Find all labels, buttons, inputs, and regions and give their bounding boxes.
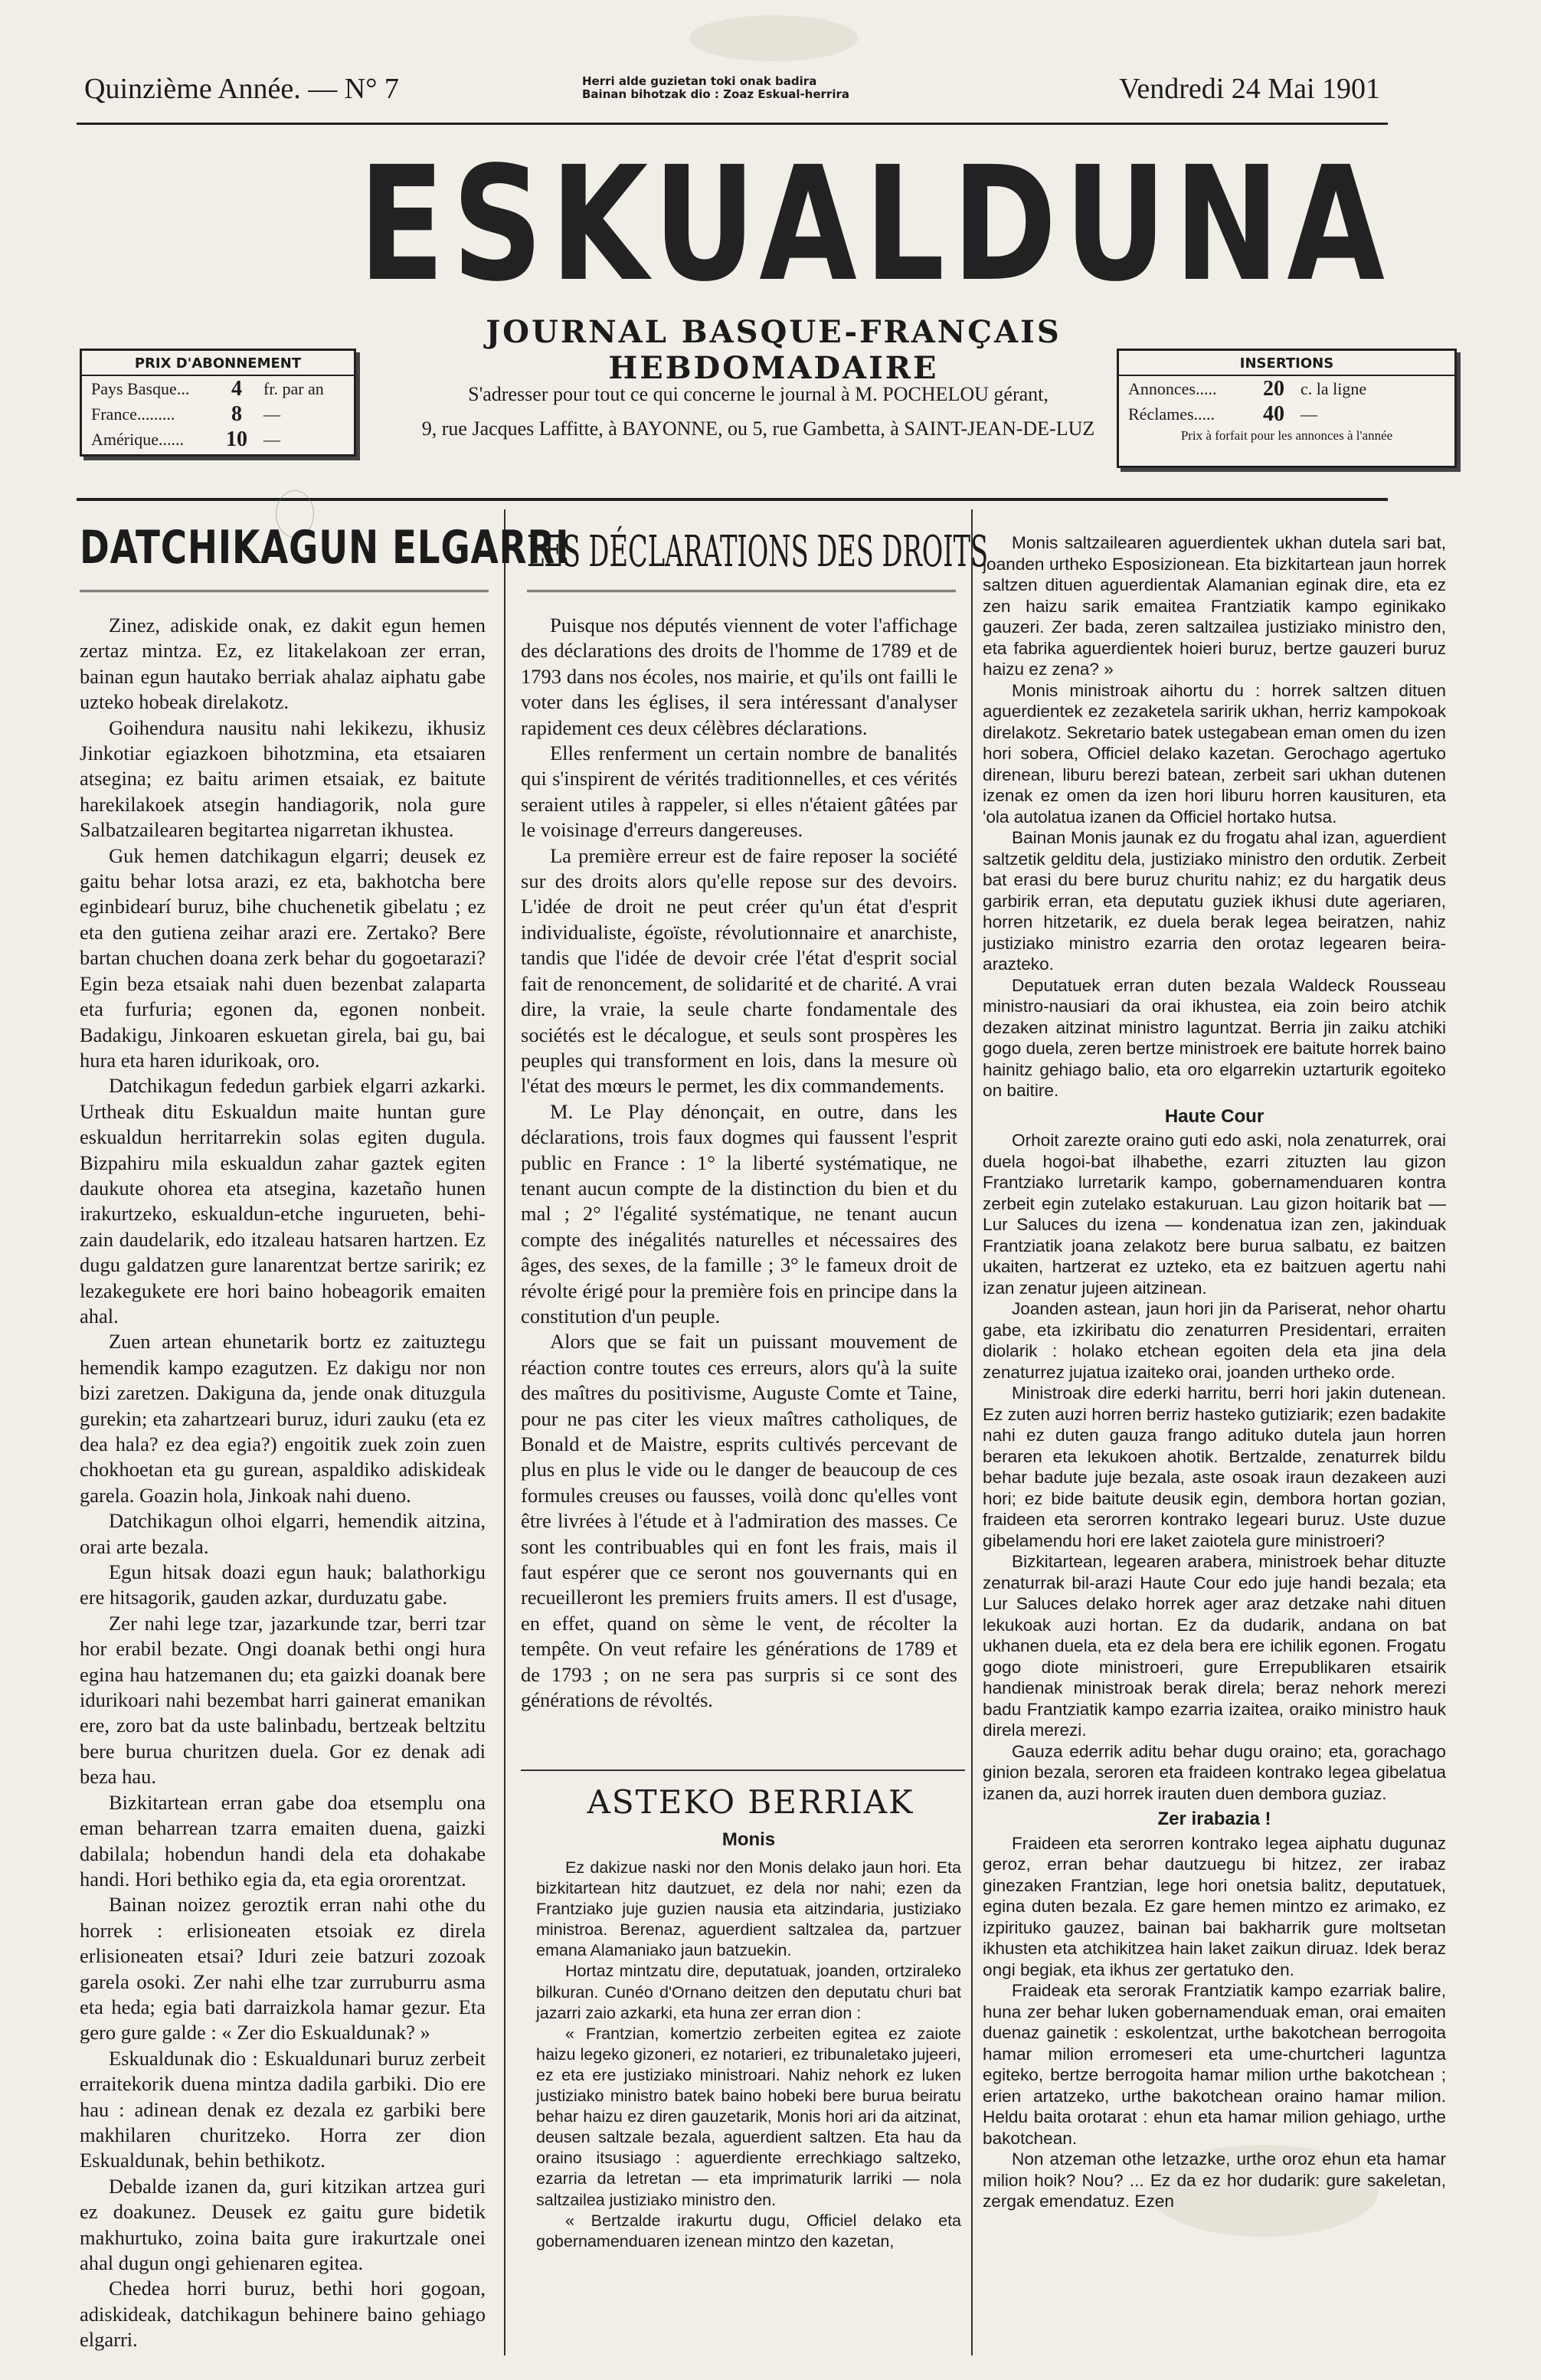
header-rule	[77, 123, 1388, 125]
paragraph: Joanden astean, jaun hori jin da Pariserat, nehor ohartu gabe, eta izkiribatu dio zenaturren Presidentari, erraiten diolarik : holako etchean egoiten dela eta jina dela zenaturrez jujatua izaiteko orai, joanden urtheko orde.	[983, 1299, 1446, 1382]
paragraph: « Frantzian, komertzio zerbeiten egitea ez zaiote haizu legeko gizoneri, ez notarieri, ez tribunaletako jujeeri, ez eta ere justiziako ministroari. Nahiz nehork ez luken justiziako ministro batek baino hobeki bere burua beiratu behar haizu ez diren gauzetarik, Monis hori ari da aitzinat, deusen saltzale bezala, aguerdient saltzen. Eta hau da oraino itsusiago : aguerdiente errechkiago saltzeko, ezarria da letretan — eta imprimaturik larriki — nola saltzailea justiziako ministro den.	[536, 2024, 961, 2209]
insertions-row	[1119, 376, 1454, 401]
paragraph: Monis ministroak aihortu du : horrek saltzen dituen aguerdientek ez zezaketela saririk ukhan, herriz kampokoak direlakotz. Sekretario batek ustegabean eman omen du izen hori sobera, Officiel delako kazetan. Gerochago agertuko direnean, liburu berezi batean, zerbeit sari ukhan dutenen izenak ez omen da izen hori liburu horren kausituren, eta 'ola autolatua izanen da Officiel hortako hutsa.	[983, 680, 1446, 827]
paragraph: Zinez, adiskide onak, ez dakit egun hemen zertaz mintza. Ez, ez litakelakoan zer erran, bainan egun hautako berriak ahalaz aiphatu gabe uzteko hobeak direlakotz.	[80, 614, 486, 714]
header-bar	[84, 72, 1380, 118]
insertions-title: INSERTIONS	[1119, 351, 1454, 376]
subhead-haute-cour: Haute Cour	[1164, 1105, 1265, 1127]
article-asteko-berriak	[536, 1858, 961, 2252]
paragraph: Bainan Monis jaunak ez du frogatu ahal izan, aguerdient saltzetik gelditu dela, justiziako ministro den ordutik. Zerbeit bat erasi du bere buruz churitu nahiz; ez du hargatik deus garbirik erran, eta deputatu guziek ikhusi dute ageriaren, horren hitzetarik, ez duela berak legea beiratzen, nahiz justiziako ministro ezarria den orotaz legearen beira-arazteko.	[983, 828, 1446, 974]
motto	[582, 75, 849, 101]
paragraph: Eskualdunak dio : Eskualdunari buruz zerbeit erraitekorik duena mintza dadila garbiki. Dio ere hau : adinean denak ez dezala ez garbiki bere makhilaren churitzeko. Horra zer dion Eskualdunak, behin bethikotz.	[80, 2046, 486, 2172]
paragraph: Fraideak eta serorak Frantziatik kampo ezarriak balire, huna zer behar luken gobernamenduak eman, orai emaiten duenaz gainetik : eskolentzat, urthe bakotchean berrogoita hamar milion erromeseri eta ume-churtcheri laguntza egiteko, bertze berrogoita hamar milion urthe bakotchean ; erien artatzeko, urthe bakotchean oraino hamar milion. Heldu baita orotarat : ehun eta hamar milion gehiago, urthe bakotchean.	[983, 1981, 1446, 2148]
paragraph: Elles renferment un certain nombre de banalités qui s'inspirent de vérités traditionnelles, et ces vérités seraient utiles à rappeler, si elles n'étaient gâtées par le voisinage d'erreurs dangereuses.	[521, 741, 957, 842]
article-declarations	[521, 613, 957, 1713]
subscription-row	[82, 401, 354, 427]
column-rule	[504, 509, 505, 2355]
section-rule	[521, 1769, 965, 1771]
paragraph: Datchikagun fededun garbiek elgarri azkarki. Urtheak ditu Eskualdun maite huntan gure eskualdun herritarrekin solas egiten dugula. Bizpahiru mila eskualdun zahar gaztek egiten daukute ohorea eta atsegina, kazetaño hunen irakurtzeko, eskualdun-etche ingurueten, behi-zain daudelarik, edo itzaleau hatsaren hartzen. Ez dugu galdatzen gure lanarentzat bertze saririk; ez lezakegukete ere hori baino hobeagorik emaiten ahal.	[80, 1074, 486, 1327]
issue-number: Quinzième Année. — N° 7	[84, 73, 399, 105]
motto-line-1: Herri alde guzietan toki onak badira	[582, 74, 817, 88]
subhead-zer-irabazia: Zer irabazia !	[1157, 1809, 1271, 1829]
subhead-monis: Monis	[721, 1829, 776, 1850]
subscription-price: 4	[231, 377, 242, 401]
paragraph: Alors que se fait un puissant mouvement de réaction contre toutes ces erreurs, alors qu'à la suite des maîtres du positivisme, Auguste Comte et Taine, pour ne pas citer les vieux maîtres catholiques, de Bonald et de Maistre, esprits cultivés percevant de plus en plus le vide ou le danger de beaucoup de ces formules creuses ou fausses, voilà donc qu'elles vont être livrées à l'étude et à l'admiration des masses. Ce sont les contribuables qui en font les frais, mais il faut espérer que ce seront nos gouvernants qui en recueilleront les premiers fruits amers. Il est d'usage, en effet, quand on sème le vent, de récolter la tempête. On veut refaire les générations de 1789 et de 1793 ; on ne sera pas surpris si ce sont des générations de révoltés.	[521, 1330, 957, 1712]
issue-date: Vendredi 24 Mai 1901	[1119, 73, 1380, 105]
paragraph: Hortaz mintzatu dire, deputatuak, joanden, ortziraleko bilkuran. Cunéo d'Ornano deitzen den deputatu churi bat jazarri zaio azkarki, eta huna zer erran dion :	[536, 1962, 961, 2022]
subscription-unit: —	[263, 430, 280, 449]
paragraph: Guk hemen datchikagun elgarri; deusek ez gaitu behar lotsa arazi, ez eta, bakhotcha bere eginbidearí buruz, bihe chuchenetik gibelatu ; ez eta den gutiena zeihar arazi ere. Zertako? Bere bartan chuchen doana zerk behar du gogoetarazi? Egin beza etsaiak nahi duen bezenbat zalaparta eta furfuria; egonen da, egonen nonbeit. Badakigu, Jinkoaren eskuetan girela, bai gu, bai hura eta haren idurikoak, oro.	[80, 843, 486, 1072]
insertions-price: 40	[1263, 402, 1284, 426]
subscription-label: Amérique......	[91, 430, 184, 449]
masthead-bottom-rule	[77, 498, 1388, 501]
paragraph: Non atzeman othe letzazke, urthe oroz ehun eta hamar milion hoik? Nou? ... Ez da ez hor dudarik: gure sakeletan, zergak emendatuz. Ezen	[983, 2149, 1446, 2211]
insertions-box	[1117, 349, 1457, 468]
paragraph: Puisque nos députés viennent de voter l'affichage des déclarations des droits de l'homme de 1789 et de 1793 dans nos écoles, nos mairie, et qu'ils ont failli le voter dans les églises, il sera intéressant d'analyser rapidement ces deux célèbres déclarations.	[521, 614, 957, 739]
paragraph: Egun hitsak doazi egun hauk; balathorkigu ere hitsagorik, gauden azkar, durduzatu gabe.	[80, 1560, 486, 1609]
paragraph: « Bertzalde irakurtu dugu, Officiel delako eta gobernamenduaren izenean mintzo den kazetan,	[536, 2211, 961, 2251]
paragraph: Zer nahi lege tzar, jazarkunde tzar, berri tzar hor erabil bezate. Ongi doanak bethi ongi hura egina hau hatzemanen du; eta gaizki doanak bere idurikoari nahi bezembat harri gainerat emanikan ere, zoro bat da uste balinbadu, bertzeak beltzitu bere burua churitzen duela. Gor ez denak adi beza hau.	[80, 1611, 486, 1789]
insertions-note: Prix à forfait pour les annonces à l'année	[1180, 428, 1393, 443]
paragraph: Bainan noizez geroztik erran nahi othe du horrek : erlisioneaten etsoiak ez direla erlisioneaten etsai? Iduri zeie batzuri zozoak garela osoki. Zer nahi elhe tzar zurruburru asma eta heda; egia bati darraizkola hamar gezur. Eta gero gure galde : « Zer dio Eskualdunak? »	[80, 1893, 486, 2044]
subscription-title: PRIX D'ABONNEMENT	[82, 351, 354, 376]
subscription-price: 8	[231, 402, 242, 426]
insertions-label: Réclames.....	[1128, 404, 1215, 424]
insertions-row	[1119, 401, 1454, 427]
paragraph: Ministroak dire ederki harritu, berri hori jakin dutenean. Ez zuten auzi horren berriz hasteko gutiziarik; ezen badakite nahi ez duten gauza frango adituko dutela jaun horren beraren eta lekukoen ahotik. Bertzalde, zenaturrek bildu behar badute juje bezala, aste osoak iraun dezakeen auzi hori; ez bide baitute deusik egin, dembora hortan gozian, fraideen eta serorren kontrako legeari buruz. Uste duzue gibelamendu hori ere laket zaiotela gure ministroeri?	[983, 1383, 1446, 1550]
subscription-unit: —	[263, 404, 280, 424]
paragraph: Debalde izanen da, guri kitzikan artzea guri ez doakunez. Deusek ez gaitu gure bidetik makhurtuko, zoina baita gure irakurtzale onei ahal dugun ongi gehienaren egitea.	[80, 2174, 486, 2274]
paragraph: Bizkitartean erran gabe doa etsemplu ona eman beharrean tzarra emaiten duena, gaizki dabilala; hobendun handi dela eta dohakabe handi. Hori bethiko egia da, eta egia ororentzat.	[80, 1790, 486, 1891]
masthead-subtitle: JOURNAL BASQUE-FRANÇAIS HEBDOMADAIRE	[486, 314, 1062, 386]
paragraph: M. Le Play dénonçait, en outre, dans les déclarations, trois faux dogmes qui faussent l'esprit public en France : 1° la liberté systématique, ne tenant aucun compte de la distinction du bien et du mal ; 2° l'égalité systématique, ne tenant aucun compte des inégalités naturelles et nécessaires des âges, des sexes, de la famille ; 3° le fameux droit de révolte érigé pour la première fois en principe dans la constitution d'un peuple.	[521, 1099, 957, 1327]
insertions-price: 20	[1263, 377, 1284, 401]
address-line-1: S'adresser pour tout ce qui concerne le journal à M. POCHELOU gérant,	[468, 383, 1049, 405]
subscription-price: 10	[226, 427, 247, 451]
subscription-label: Pays Basque...	[91, 379, 190, 398]
paragraph: Zuen artean ehunetarik bortz ez zaituztegu hemendik kampo ezagutzen. Ez dakigu nor non bizi zaretzen. Dakiguna da, jende onak dituzgula gurekin; eta zahartzeari buruz, iduri zauku (eta ez dea hala? ez dea egia?) engoitik zuek zoin zuen chokhoetan eta gu gurean, aspaldiko adiskideak garela. Goazin hola, Jinkoak nahi dueno.	[80, 1330, 486, 1507]
headline-underline	[527, 590, 956, 592]
subscription-row	[82, 427, 354, 452]
subscription-row	[82, 376, 354, 401]
column-rule	[971, 509, 973, 2355]
paragraph: Chedea horri buruz, bethi hori gogoan, adiskideak, datchikagun behinere baino gehiago elgarri.	[80, 2277, 486, 2352]
address-line-2: 9, rue Jacques Laffitte, à BAYONNE, ou 5, rue Gambetta, à SAINT-JEAN-DE-LUZ	[421, 417, 1095, 440]
paper-stain	[689, 15, 858, 61]
paragraph: Orhoit zarezte oraino guti edo aski, nola zenaturrek, orai duela hogoi-bat ilhabethe, ezarri zituzten lau gizon Frantziako lurretarik kampo, gobernamenduaren kontra zerbeit egin zutelako estakuruan. Lau gizon hoitarik bat — Lur Saluces du izena — kondenatua izan zen, jakinduak Frantziatik joana zelakotz bere burua salbatu, ez baitzen ukaiten, hartzerat ez uzteko, eta ez baitzuen agertu nahi izan zenatur jujeen aitzinean.	[983, 1131, 1446, 1298]
subscription-unit: fr. par an	[263, 379, 324, 398]
insertions-unit: —	[1301, 404, 1317, 424]
paragraph: Bizkitartean, legearen arabera, ministroek behar dituzte zenaturrak bil-arazi Haute Cour edo juje handi bezala; eta Lur Saluces delako horrek ager araz detzake nahi dituen lekukoak auzi hortan. Ez da dudarik, andana on bat ukhanen duela, eta ez dela bera ere ichilik egonen. Frogatu gogo diote ministroeri, gure Errepublikaren etsairik handienak ministroak berak direla; beraz nehork merezi badu Frantziatik kampo ezarria izaitea, oraiko ministro hauk direla merezi.	[983, 1552, 1446, 1740]
headline-asteko-berriak: ASTEKO BERRIAK	[587, 1783, 914, 1821]
insertions-label: Annonces.....	[1128, 379, 1217, 398]
paragraph: Gauza ederrik aditu behar dugu oraino; eta, gorachago ginion bezala, seroren eta fraideen kontrako legea gibelatua izanen da, auzi horrek irauten duen dembora guziaz.	[983, 1741, 1446, 1803]
subscription-box	[80, 349, 356, 457]
headline-underline	[80, 590, 489, 592]
paragraph: La première erreur est de faire reposer la société sur des droits alors qu'elle repose sur des devoirs. L'idée de droit ne peut créer qu'un état d'esprit individualiste, égoïste, révolutionnaire et anarchiste, tandis que l'idée de devoir crée l'état d'esprit social fait de renoncement, de solidarité et de charité. A vrai dire, la vraie, la seule charte fondamentale des sociétés est le décalogue, et seuls sont prospères les peuples qui transforment en lois, dans la mesure où l'état des mœurs le permet, les dix commandements.	[521, 843, 957, 1098]
masthead-title: ESKUALDUNA	[358, 133, 1392, 316]
insertions-unit: c. la ligne	[1301, 379, 1367, 398]
motto-line-2: Bainan bihotzak dio : Zoaz Eskual-herrira	[582, 87, 849, 101]
headline-datchikagun-elgarri: DATCHIKAGUN ELGARRI	[80, 521, 570, 575]
article-continuation	[983, 532, 1446, 2212]
paragraph: Deputatuek erran duten bezala Waldeck Rousseau ministro-nausiari da orai ikhustea, eia zoin beiro atchik dezaken aitzinat ministro laguntzat. Berria jin zaiku atchiki gogo duela, zeren bertze ministroek ere baitute horrek baino hainitz gehiago balio, eta oro elgarrekin uztarturik egoiteko on baitire.	[983, 975, 1446, 1100]
paragraph: Fraideen eta serorren kontrako legea aiphatu dugunaz geroz, erran behar dautzuegu bi hitzez, zer irabaz ginezaken Frantzian, lege hori onetsia balitz, deputatuek, egina duten bezala. Ez gare hemen mintzo ez arimako, ez izpirituko gauzez, bainan bai bakharrik gure moltsetan ikhusten eta atchikitzea hain laket zaikun diruaz. Idek beraz ongi begiak, eta ikhus zer gertatuko den.	[983, 1833, 1446, 1979]
article-datchikagun-elgarri	[80, 613, 486, 2353]
paragraph: Goihendura nausitu nahi lekikezu, ikhusiz Jinkotiar egiazkoen bihotzmina, eta etsaiaren atsegina; ez baitu arimen etsaiak, ez baitute harekilakoek atsegin handiagorik, nola gure Salbatzailearen begitartea nigarretan ikhustea.	[80, 715, 486, 842]
subscription-label: France.........	[91, 404, 175, 424]
paragraph: Monis saltzailearen aguerdientek ukhan dutela sari bat, joanden urtheko Esposizionean. Eta bizkitartean jaun horrek saltzen dituen aguerdientak Alamanian eginak dire, eta ez zen haizu sarik emaitea Frantziatik kampo eginikako gauzeri. Zer bada, zeren saltzailea justiziako ministro den, eta fabrika aguerdientek hoieri buruz, bertze gauzeri buruz haizu ez zena? »	[983, 533, 1446, 679]
paragraph: Datchikagun olhoi elgarri, hemendik aitzina, orai arte bezala.	[80, 1509, 486, 1558]
headline-declarations: LES DÉCLARATIONS DES DROITS	[527, 527, 988, 577]
paragraph: Ez dakizue naski nor den Monis delako jaun hori. Eta bizkitartean hitz dautzuet, ez dela nor nahi; ezen da Frantziako juje guzien nausia eta aitzindaria, justiziako ministroa. Berenaz, aguerdient saltzalea da, partzuer emana Alamaniako jaun batzuekin.	[536, 1858, 961, 1960]
